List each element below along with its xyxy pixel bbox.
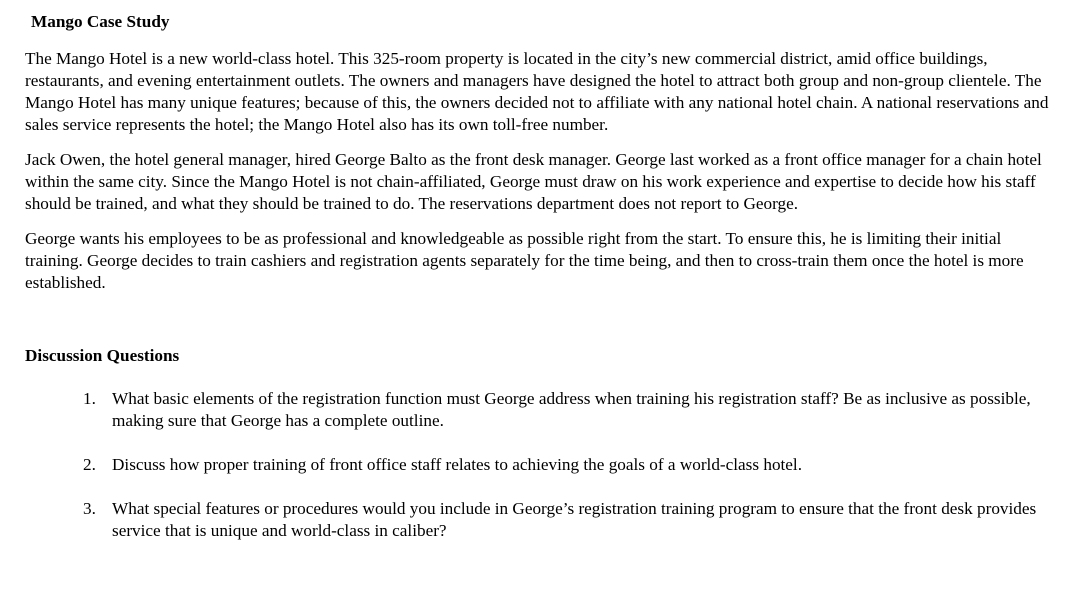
paragraph-intro: The Mango Hotel is a new world-class hotel. This 325-room property is located in the city’s new commercial district, amid office buildings, restaurants, and evening entertainment outlets. The owners and managers have designed the hotel to attract both group and non-group clientele. The Mango Hotel has many unique features; because of this, the owners decided not to affiliate with any national hotel chain. A national reservations and sales service represents the hotel; the Mango Hotel also has its own toll-free number. [25, 49, 1049, 134]
question-text: What basic elements of the registration function must George address when training his registration staff? Be as inclusive as possible, making sure that George has a complete outline. [112, 389, 1031, 430]
question-text: What special features or procedures would you include in George’s registration training program to ensure that the front desk provides service that is unique and world-class in caliber? [112, 499, 1037, 540]
discussion-question-3 [83, 498, 1061, 542]
discussion-question-1 [83, 388, 1061, 432]
paragraph-manager: Jack Owen, the hotel general manager, hired George Balto as the front desk manager. George last worked as a front office manager for a chain hotel within the same city. Since the Mango Hotel is not chain-affiliated, George must draw on his work experience and expertise to decide how his staff should be trained, and what they should be trained to do. The reservations department does not report to George. [25, 150, 1042, 213]
question-number: 2. [83, 455, 96, 474]
paragraph-training: George wants his employees to be as professional and knowledgeable as possible right from the start. To ensure this, he is limiting their initial training. George decides to train cashiers and registration agents separately for the time being, and then to cross-train them once the hotel is more established. [25, 229, 1024, 292]
document-title: Mango Case Study [31, 12, 170, 31]
question-text: Discuss how proper training of front office staff relates to achieving the goals of a world-class hotel. [112, 455, 803, 474]
case-study-document [25, 11, 1061, 542]
discussion-question-list [25, 388, 1061, 542]
question-number: 3. [83, 499, 96, 518]
discussion-question-2 [83, 454, 1061, 476]
discussion-heading: Discussion Questions [25, 346, 180, 365]
question-number: 1. [83, 389, 96, 408]
